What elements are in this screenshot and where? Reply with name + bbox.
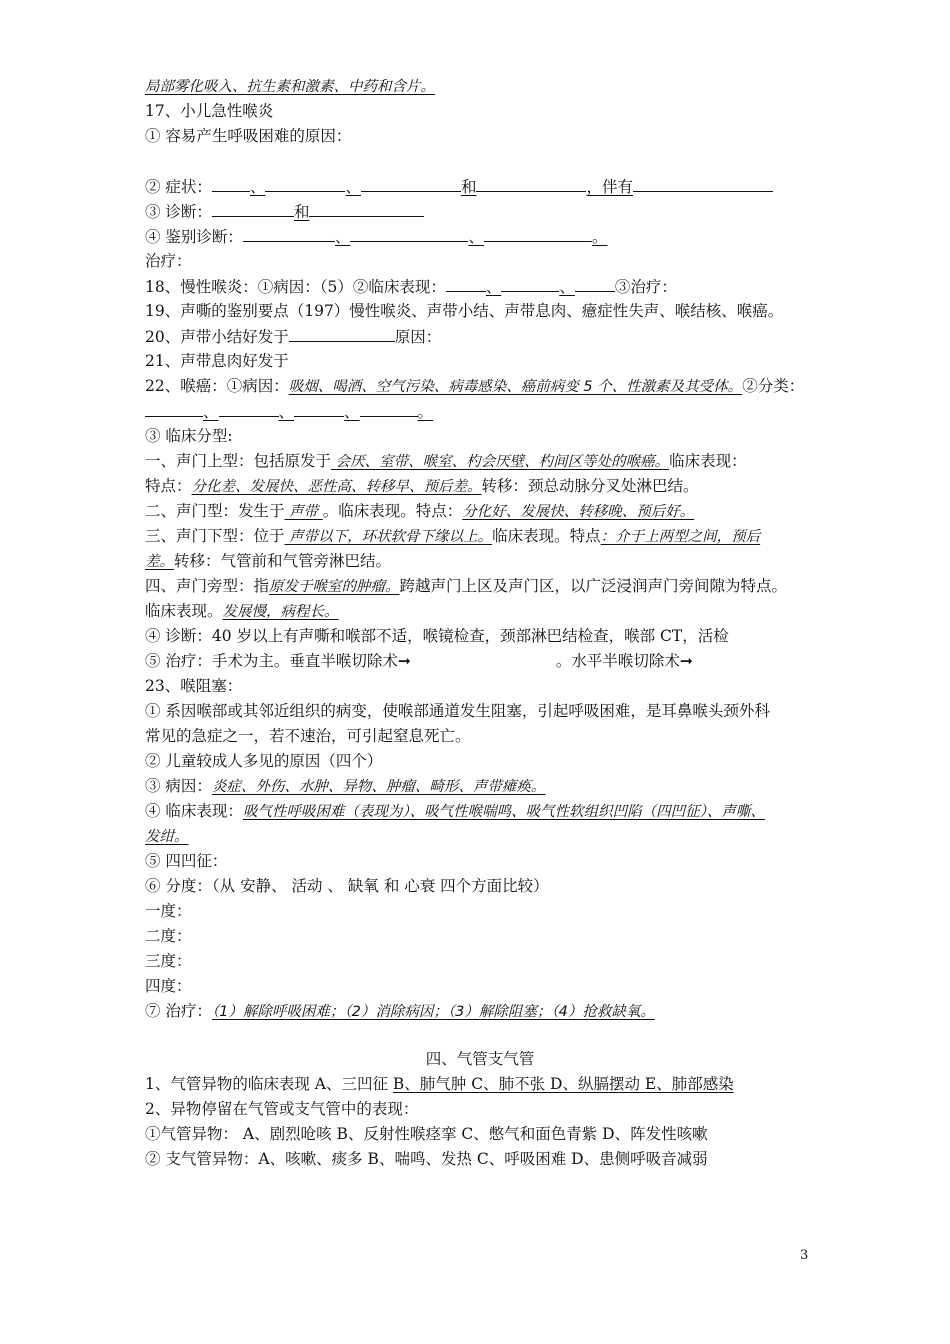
line: 2、异物停留在气管或支气管中的表现： xyxy=(145,1100,419,1118)
page-number: 3 xyxy=(800,1248,809,1263)
line: ② 儿童较成人多见的原因（四个） xyxy=(145,752,383,770)
blank xyxy=(501,276,559,292)
answer-text: ：介于上两型之间，预后 xyxy=(600,529,761,545)
answer-text: （1）解除呼吸困难；（2）消除病因；（3）解除阻塞；（4）抢救缺氧。 xyxy=(211,1004,655,1020)
sep: 。 xyxy=(417,403,434,421)
label: 。临床表现。特点： xyxy=(322,502,463,520)
line: ①气管异物： A、剧烈呛咳 B、反射性喉痉挛 C、憋气和面色青紫 D、阵发性咳嗽 xyxy=(145,1125,708,1143)
label: 临床表现。 xyxy=(145,602,223,620)
line: 治疗： xyxy=(145,252,192,270)
line xyxy=(145,201,424,223)
line xyxy=(145,226,607,248)
line xyxy=(145,401,433,423)
line: 19、声嘶的鉴别要点（197）慢性喉炎、声带小结、声带息肉、癔症性失声、喉结核、喉癌。 xyxy=(145,302,784,320)
line xyxy=(145,501,694,523)
line: ① 容易产生呼吸困难的原因： xyxy=(145,127,352,145)
answer-text: 吸烟、喝酒、空气污染、病毒感染、癌前病变 5 个、性激素及其受体。 xyxy=(288,379,743,395)
label: 转移：颈总动脉分叉处淋巴结。 xyxy=(481,477,699,495)
label: 临床表现。特点 xyxy=(492,527,601,545)
sep: 、 xyxy=(345,178,361,196)
line xyxy=(145,826,189,848)
line: ⑤ 四凹征： xyxy=(145,852,228,870)
blank xyxy=(219,401,279,417)
label: 1、气管异物的临床表现 A、三凹征 xyxy=(145,1075,393,1093)
line xyxy=(145,776,545,798)
line xyxy=(145,1074,734,1096)
blank xyxy=(350,226,468,242)
label: ⑤ 治疗：手术为主。垂直半喉切除术➞ xyxy=(145,652,411,670)
line xyxy=(145,76,435,98)
blank xyxy=(575,276,615,292)
label: 二、声门型：发生于 xyxy=(145,502,285,520)
line xyxy=(145,526,760,548)
label: ③治疗： xyxy=(614,278,677,296)
line xyxy=(145,376,804,398)
sep: 、 xyxy=(203,403,219,421)
answer-text: 会厌、室带、喉室、杓会厌壁、杓间区等处的喉癌。 xyxy=(331,454,670,470)
label: 一、声门上型：包括原发于 xyxy=(145,452,332,470)
line xyxy=(145,1001,655,1023)
answer-text: 炎症、外伤、水肿、异物、肿瘤、畸形、声带瘫痪。 xyxy=(211,779,546,795)
blank xyxy=(212,201,294,217)
blank xyxy=(145,401,203,417)
label: ③ 病因： xyxy=(145,777,212,795)
label: 跨越声门上区及声门区，以广泛浸润声门旁间隙为特点。 xyxy=(399,577,788,595)
sep: 和 xyxy=(293,203,310,221)
answer-text: 吸气性呼吸困难（表现为）、吸气性喉喘鸣、吸气性软组织凹陷（四凹征）、声嘶、 xyxy=(242,804,765,820)
answer-text: 发绀。 xyxy=(145,829,189,845)
answer-text: 分化好、发展快、转移晚、预后好。 xyxy=(462,504,695,520)
line: 一度： xyxy=(145,902,192,920)
label: 。水平半喉切除术➞ xyxy=(555,652,693,670)
blank xyxy=(289,326,395,342)
label: 特点： xyxy=(145,477,192,495)
label: 原因： xyxy=(394,328,442,346)
underlined-text: B、肺气肿 C、肺不张 D、纵膈摆动 E、肺部感染 xyxy=(392,1075,734,1093)
label: 临床表现： xyxy=(669,452,747,470)
label: 三、声门下型：位于 xyxy=(145,527,285,545)
sep: 、 xyxy=(485,278,502,296)
sep: ，伴有 xyxy=(586,178,633,196)
line: ⑥ 分度：（从 安静、 活动 、 缺氧 和 心衰 四个方面比较） xyxy=(145,877,549,895)
answer-text: 分化差、发展快、恶性高、转移早、预后差。 xyxy=(191,479,482,495)
line xyxy=(145,801,765,823)
answer-text: 声带 xyxy=(284,504,323,520)
sep: 、 xyxy=(559,278,575,296)
line: 常见的急症之一，若不速治，可引起窒息死亡。 xyxy=(145,727,471,745)
blank xyxy=(476,176,586,192)
line xyxy=(145,326,441,348)
label: 20、声带小结好发于 xyxy=(145,328,289,346)
label: 22、喉癌：①病因： xyxy=(145,377,289,395)
line: ② 支气管异物：A、咳嗽、痰多 B、喘鸣、发热 C、呼吸困难 D、患侧呼吸音减弱 xyxy=(145,1150,708,1168)
line: 二度： xyxy=(145,927,192,945)
label: ⑦ 治疗： xyxy=(145,1002,212,1020)
label: ③ 诊断： xyxy=(145,203,212,221)
label: ② 症状： xyxy=(145,178,212,196)
line: 四度： xyxy=(145,977,192,995)
label: 转移：气管前和气管旁淋巴结。 xyxy=(174,552,392,570)
sep: 、 xyxy=(468,228,484,246)
blank xyxy=(446,276,486,292)
blank xyxy=(294,401,344,417)
sep: 、 xyxy=(344,403,360,421)
blank xyxy=(361,176,461,192)
sep: 。 xyxy=(591,228,608,246)
answer-text: 原发于喉室的肿瘤。 xyxy=(269,579,400,595)
sep: 、 xyxy=(278,403,295,421)
line: 三度： xyxy=(145,952,192,970)
blank xyxy=(484,226,592,242)
label: 四、声门旁型：指 xyxy=(145,577,270,595)
line xyxy=(145,601,339,623)
label: ④ 临床表现： xyxy=(145,802,243,820)
line: ④ 诊断：40 岁以上有声嘶和喉部不适，喉镜检查，颈部淋巴结检查，喉部 CT，活检 xyxy=(145,627,729,645)
line xyxy=(145,576,787,598)
answer-text: 差。 xyxy=(145,554,174,570)
blank xyxy=(243,226,335,242)
blank xyxy=(212,176,250,192)
blank xyxy=(265,176,345,192)
blank xyxy=(360,401,418,417)
sep: 、 xyxy=(249,178,266,196)
sep: 、 xyxy=(334,228,351,246)
line xyxy=(145,551,391,573)
line xyxy=(145,276,677,298)
line xyxy=(145,651,693,673)
section-heading: 23、喉阻塞： xyxy=(145,677,243,695)
line: 21、声带息肉好发于 xyxy=(145,352,289,370)
label: 18、慢性喉炎：①病因：（5）②临床表现： xyxy=(145,278,446,296)
blank xyxy=(309,201,424,217)
answer-text: 局部雾化吸入、抗生素和激素、中药和含片。 xyxy=(145,79,435,95)
answer-text: 声带以下，环状软骨下缘以上。 xyxy=(284,529,493,545)
sep: 和 xyxy=(460,178,477,196)
line: ① 系因喉部或其邻近组织的病变，使喉部通道发生阻塞，引起呼吸困难，是耳鼻喉头颈外科 xyxy=(145,702,770,720)
line xyxy=(145,476,699,498)
line: ③ 临床分型: xyxy=(145,427,233,445)
line xyxy=(145,176,773,198)
chapter-heading: 四、气管支气管 xyxy=(425,1050,535,1068)
section-heading: 17、小儿急性喉炎 xyxy=(145,102,274,120)
blank xyxy=(633,176,773,192)
label: ④ 鉴别诊断： xyxy=(145,228,243,246)
label: ②分类： xyxy=(742,377,805,395)
line xyxy=(145,451,747,473)
answer-text: 发展慢，病程长。 xyxy=(222,604,339,620)
